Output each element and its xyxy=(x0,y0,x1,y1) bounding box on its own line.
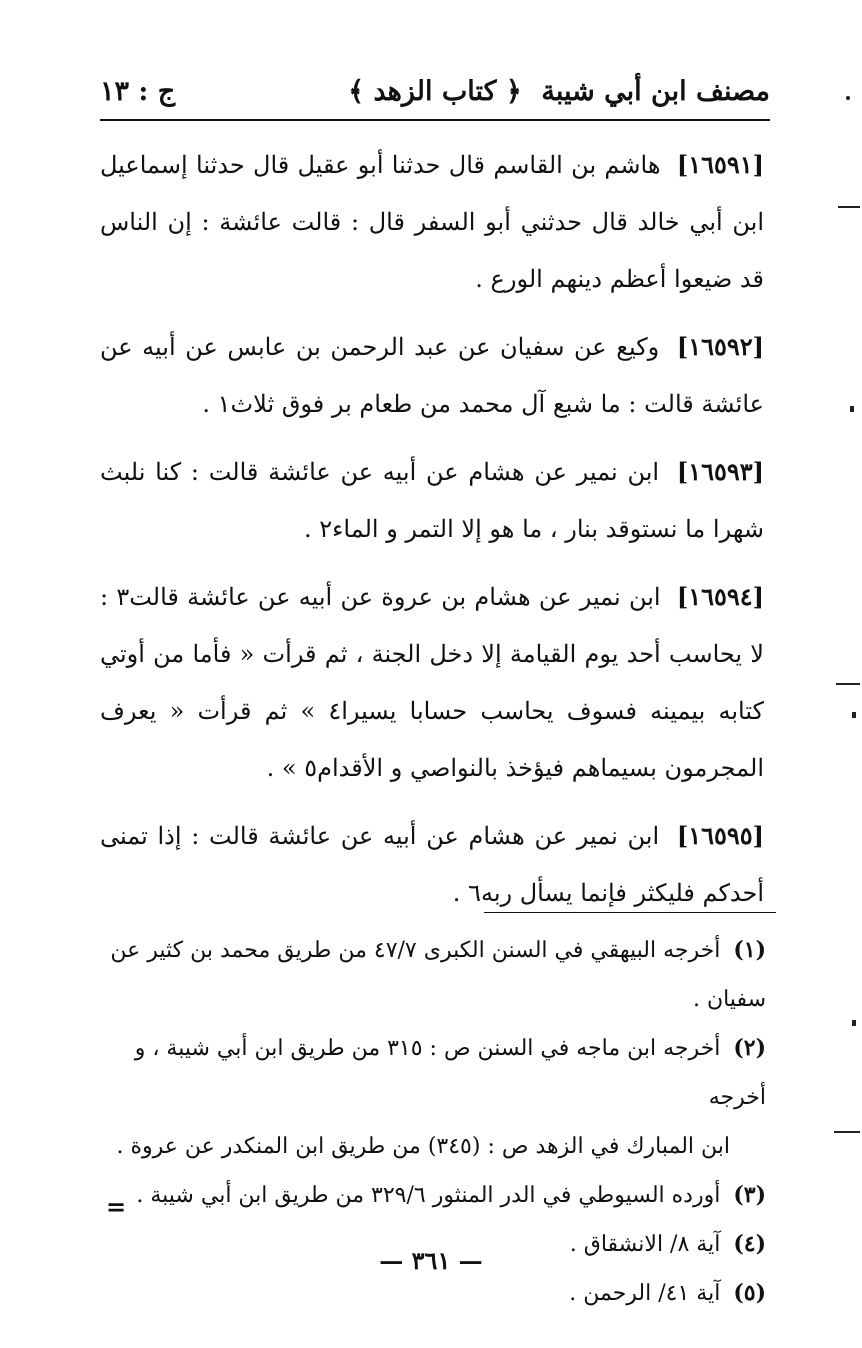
hadith-list xyxy=(100,136,764,932)
volume-number: ج : ١٣ xyxy=(100,76,176,107)
footnote xyxy=(100,1171,766,1220)
footnote-continuation: ابن المبارك في الزهد ص : (٣٤٥) من طريق ابن المنكدر عن عروة . xyxy=(116,1134,730,1159)
footnote-text: أخرجه ابن ماجه في السنن ص : ٣١٥ من طريق ابن أبي شيبة ، و أخرجه xyxy=(134,1036,766,1110)
hadith-entry xyxy=(100,568,764,797)
hadith-text: هاشم بن القاسم قال حدثنا أبو عقيل قال حدثنا إسماعيل ابن أبي خالد قال حدثني أبو السفر قال : قالت عائشة : إن الناس قد ضيعوا أعظم دينهم الورع . xyxy=(100,151,765,293)
footnote-number: (٢) xyxy=(733,1035,766,1061)
hadith-number: [١٦٥٩٥] xyxy=(676,821,764,850)
footnote-number: (٤) xyxy=(733,1231,766,1257)
scan-mark xyxy=(834,1131,860,1133)
scan-mark xyxy=(846,96,850,100)
book-title: مصنف ابن أبي شيبة xyxy=(541,76,770,107)
footnote-number: (٣) xyxy=(733,1182,766,1208)
scan-mark xyxy=(852,712,856,718)
hadith-number: [١٦٥٩٤] xyxy=(676,582,764,611)
footnote xyxy=(100,1269,766,1318)
scan-mark xyxy=(850,406,854,412)
footnote-number: (٥) xyxy=(733,1280,766,1306)
hadith-number: [١٦٥٩١] xyxy=(676,150,764,179)
hadith-entry xyxy=(100,807,764,922)
footnote xyxy=(100,926,766,1024)
hadith-text: ابن نمير عن هشام عن أبيه عن عائشة قالت : إذا تمنى أحدكم فليكثر فإنما يسأل ربه٦ . xyxy=(100,822,764,907)
hadith-number: [١٦٥٩٢] xyxy=(676,332,764,361)
header-rule xyxy=(100,119,770,121)
section-title: ﴿ كتاب الزهد ﴾ xyxy=(348,76,522,107)
scan-mark xyxy=(836,683,860,685)
hadith-entry xyxy=(100,318,764,433)
hadith-text: ابن نمير عن هشام بن عروة عن أبيه عن عائشة قالت٣ : لا يحاسب أحد يوم القيامة إلا دخل الجنة ، ثم قرأت « فأما من أوتي كتابه بيمينه فسوف يحاسب حسابا يسيرا٤ » ثم قرأت « يعرف المجرمون بسيماهم فيؤخذ بالنواصي و الأقدام٥ » . xyxy=(100,583,764,782)
hadith-text: وكيع عن سفيان عن عبد الرحمن بن عابس عن أبيه عن عائشة قالت : ما شبع آل محمد من طعام بر فوق ثلاث١ . xyxy=(100,333,764,418)
hadith-text: ابن نمير عن هشام عن أبيه عن عائشة قالت : كنا نلبث شهرا ما نستوقد بنار ، ما هو إلا التمر و الماء٢ . xyxy=(100,458,764,543)
continuation-mark: = xyxy=(106,1192,127,1221)
hadith-number: [١٦٥٩٣] xyxy=(676,457,764,486)
page-number: — ٣٦١ — xyxy=(379,1246,483,1275)
page-header xyxy=(100,72,770,118)
footnote-text: آية ٨/ الانشقاق . xyxy=(569,1232,721,1257)
footnote-text: آية ٤١/ الرحمن . xyxy=(569,1281,721,1306)
footnote-text: أورده السيوطي في الدر المنثور ٣٢٩/٦ من طريق ابن أبي شيبة . xyxy=(136,1183,721,1208)
footnote-number: (١) xyxy=(733,937,766,963)
scan-mark xyxy=(838,206,860,208)
hadith-entry xyxy=(100,443,764,558)
hadith-entry xyxy=(100,136,764,308)
footnote-text: أخرجه البيهقي في السنن الكبرى ٤٧/٧ من طريق محمد بن كثير عن سفيان . xyxy=(110,938,766,1012)
footnote xyxy=(100,1024,766,1171)
scan-mark xyxy=(852,1020,856,1026)
footnote-rule xyxy=(484,912,776,913)
